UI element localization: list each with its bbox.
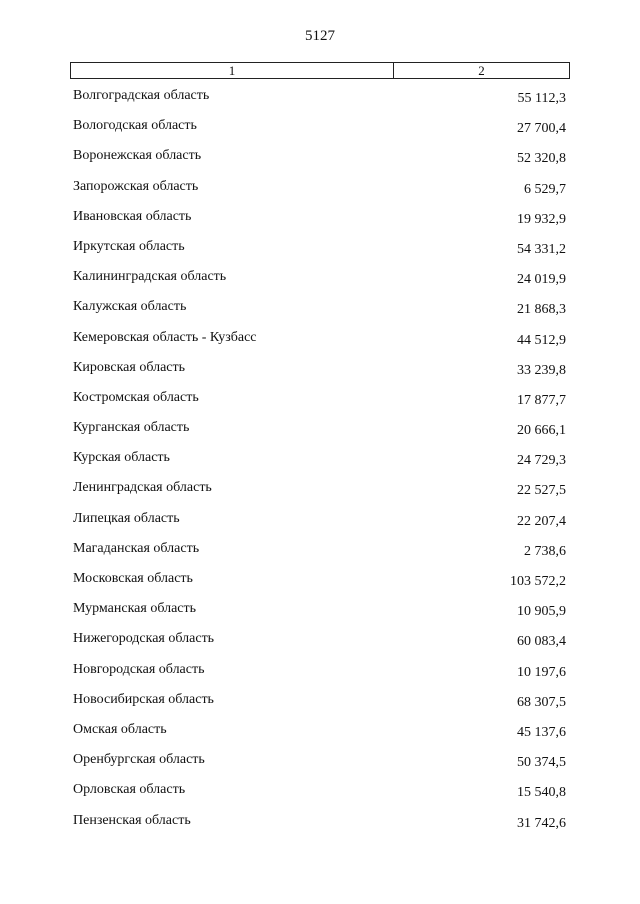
table-row [0, 239, 640, 269]
table-row [0, 330, 640, 360]
region-value: 68 307,5 [517, 694, 566, 710]
region-name: Пензенская область [73, 812, 191, 828]
region-name: Калужская область [73, 299, 187, 315]
table-row [0, 722, 640, 752]
region-value: 22 207,4 [517, 513, 566, 529]
table-row [0, 813, 640, 843]
header-column-2: 2 [478, 62, 485, 78]
page-number: 5127 [305, 28, 335, 44]
region-value: 24 729,3 [517, 453, 566, 469]
region-name: Кировская область [73, 359, 186, 375]
table-row [0, 692, 640, 722]
region-value: 10 905,9 [517, 604, 566, 620]
header-column-1: 1 [71, 63, 394, 78]
region-value: 22 527,5 [517, 483, 566, 499]
table-row [0, 209, 640, 239]
table-row [0, 118, 640, 148]
table-row [0, 631, 640, 661]
table-row [0, 571, 640, 601]
region-name: Воронежская область [73, 148, 202, 164]
region-name: Ивановская область [73, 208, 192, 224]
table-row [0, 662, 640, 692]
region-name: Московская область [73, 571, 193, 586]
region-value: 44 512,9 [517, 332, 566, 348]
table-row [0, 601, 640, 631]
region-value: 6 529,7 [524, 181, 566, 197]
region-name: Омская область [73, 721, 167, 737]
table-row [0, 390, 640, 420]
table-header [70, 62, 570, 79]
region-value: 10 197,6 [517, 664, 566, 680]
region-name: Магаданская область [73, 540, 200, 556]
region-name: Оренбургская область [73, 752, 205, 768]
region-value: 54 331,2 [517, 241, 566, 257]
table-row [0, 752, 640, 782]
region-value: 24 019,9 [517, 272, 566, 288]
region-value: 27 700,4 [517, 121, 566, 137]
region-name: Ленинградская область [73, 480, 212, 496]
region-name: Волгоградская область [73, 88, 210, 103]
region-name: Курская область [73, 450, 170, 466]
region-value: 45 137,6 [517, 724, 566, 740]
region-value: 2 738,6 [524, 543, 566, 559]
region-name: Липецкая область [73, 510, 180, 526]
table-row [0, 148, 640, 178]
region-name: Кемеровская область - Кузбасс [73, 329, 257, 345]
region-name: Новгородская область [73, 661, 205, 677]
region-value: 55 112,3 [517, 91, 566, 106]
table-row [0, 88, 640, 118]
table-row [0, 450, 640, 480]
region-value: 20 666,1 [517, 423, 566, 439]
region-value: 21 868,3 [517, 302, 566, 318]
table-row [0, 360, 640, 390]
region-value: 60 083,4 [517, 634, 566, 650]
region-name: Орловская область [73, 782, 186, 798]
region-value: 31 742,6 [517, 815, 566, 831]
table-row [0, 179, 640, 209]
table-row [0, 269, 640, 299]
region-name: Запорожская область [73, 178, 199, 194]
table-row [0, 420, 640, 450]
region-name: Курганская область [73, 420, 190, 436]
table-body [0, 88, 640, 843]
region-name: Нижегородская область [73, 631, 215, 647]
region-value: 15 540,8 [517, 785, 566, 801]
table-row [0, 511, 640, 541]
region-value: 50 374,5 [517, 755, 566, 771]
region-value: 33 239,8 [517, 362, 566, 378]
region-value: 19 932,9 [517, 211, 566, 227]
region-value: 17 877,7 [517, 392, 566, 408]
region-name: Вологодская область [73, 118, 197, 134]
region-value: 103 572,2 [510, 574, 566, 589]
region-name: Иркутская область [73, 238, 185, 254]
region-name: Мурманская область [73, 601, 197, 617]
region-name: Новосибирская область [73, 691, 214, 707]
table-row [0, 480, 640, 510]
table-row [0, 541, 640, 571]
table-row [0, 782, 640, 812]
region-name: Костромская область [73, 389, 199, 405]
table-row [0, 299, 640, 329]
region-name: Калининградская область [73, 269, 227, 285]
region-value: 52 320,8 [517, 151, 566, 167]
